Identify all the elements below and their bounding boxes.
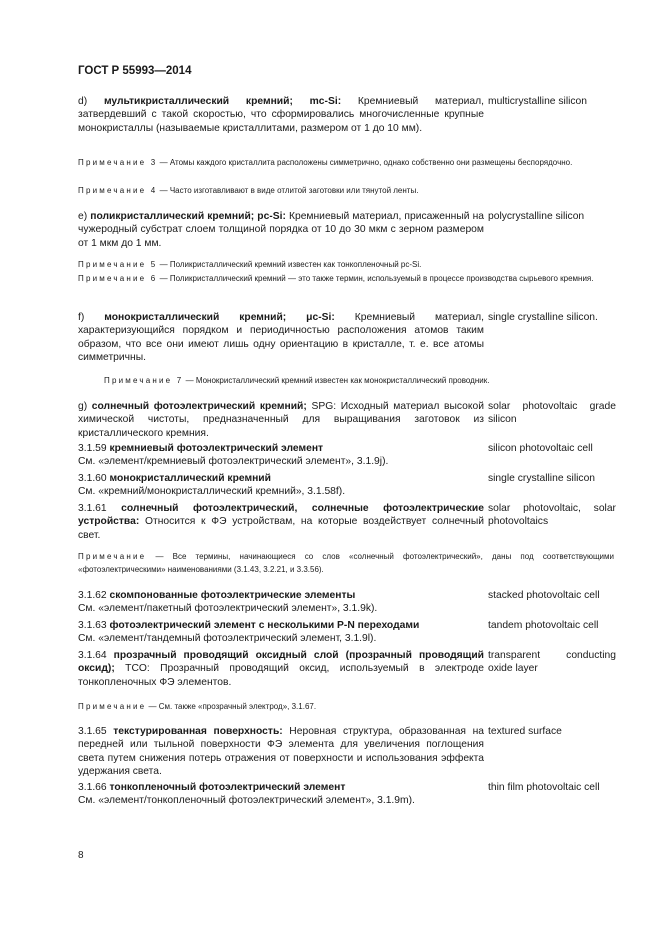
term-name: кремниевый фотоэлектрический элемент (109, 443, 324, 454)
note-label: Примечание 4 (78, 186, 158, 195)
term-definition: TCO: Прозрачный проводящий оксид, используемый в электроде тонкопленочных ФЭ элементов. (78, 663, 484, 688)
note-text: — Поликристаллический кремний известен как тонкопленочный pc-Si. (157, 260, 422, 269)
note-label: Примечание 3 (78, 158, 158, 167)
term-entry (78, 649, 484, 689)
term-definition: Кремниевый материал, присаженный на чужеродный субстрат слоем толщиной порядка от 10 до 30 мкм с зерном размером от 1 мкм до 1 мм. (78, 211, 484, 249)
note-label: Примечание 6 (78, 274, 158, 283)
term-entry (78, 210, 484, 250)
english-equivalent: single crystalline silicon. (488, 312, 598, 323)
note-text: — Часто изготавливают в виде отлитой заготовки или тянутой ленты. (157, 186, 419, 195)
entry-lead: d) (78, 96, 104, 107)
note (78, 272, 614, 285)
english-equivalent: polycrystalline silicon (488, 211, 585, 222)
term-definition: См. «элемент/пакетный фотоэлектрический элемент», 3.1.9k). (78, 603, 378, 615)
term-name: солнечный фотоэлектрический кремний; (91, 401, 307, 412)
english-equivalent: multicrystalline silicon (488, 96, 587, 107)
note (78, 156, 614, 169)
term-definition: Кремниевый материал, характеризующийся порядком и периодичностью расположения атомов таким образом, что все они имеют лишь одну ориентацию в кристалле, т. е. все атомы симметричны. (78, 312, 484, 364)
term-name: солнечный фотоэлектрический, солнечные фотоэлектрические устройства: (78, 503, 484, 528)
entry-lead: e) (78, 211, 91, 222)
term-name: текстурированная поверхность: (113, 726, 283, 737)
entry-lead: 3.1.60 (78, 473, 110, 484)
entry-lead: g) (78, 401, 92, 412)
note-text: — Поликристаллический кремний — это также термин, используемый в процессе производства сырьевого кремния. (157, 274, 594, 283)
term-entry (78, 400, 484, 440)
page-header: ГОСТ Р 55993—2014 (78, 65, 192, 77)
page-number: 8 (78, 850, 84, 861)
note-label: Примечание (78, 552, 147, 561)
note (78, 184, 614, 197)
note (78, 550, 614, 576)
note (78, 258, 614, 271)
term-entry (78, 725, 484, 779)
entry-lead: 3.1.59 (78, 443, 110, 454)
note (104, 374, 614, 387)
term-definition: Относится к ФЭ устройствам, на которые воздействует солнечный свет. (78, 516, 484, 541)
term-definition: Кремниевый материал, затвердевший с такой скоростью, что сформировались многочисленные крупные монокристаллы (называемые кристаллитами, размером от 1 до 10 мм). (78, 96, 484, 134)
note-label: Примечание 7 (104, 376, 184, 385)
note (78, 700, 614, 713)
note-text: — См. также «прозрачный электрод», 3.1.67. (146, 702, 317, 711)
term-entry (78, 472, 484, 499)
note-label: Примечание 5 (78, 260, 158, 269)
term-entry (78, 95, 484, 135)
term-definition: См. «кремний/монокристаллический кремний», 3.1.58f). (78, 486, 346, 498)
term-name: тонкопленочный фотоэлектрический элемент (109, 782, 346, 793)
entry-lead: 3.1.61 (78, 503, 122, 514)
term-name: поликристаллический кремний; pc-Si: (90, 211, 286, 222)
english-equivalent: single crystalline silicon (488, 473, 596, 484)
term-entry (78, 502, 484, 542)
term-definition: См. «элемент/кремниевый фотоэлектрический элемент», 3.1.9j). (78, 456, 389, 468)
entry-lead: 3.1.62 (78, 590, 110, 601)
note-text: — Монокристаллический кремний известен как монокристаллический проводник. (183, 376, 490, 385)
term-name: фотоэлектрический элемент с несколькими P-N переходами (109, 620, 420, 631)
entry-lead: 3.1.65 (78, 726, 114, 737)
term-name: монокристаллический кремний (109, 473, 271, 484)
english-equivalent: transparent conducting oxide layer (488, 650, 616, 675)
english-equivalent: textured surface (488, 726, 562, 737)
english-equivalent: silicon photovoltaic cell (488, 443, 593, 454)
term-name: скомпонованные фотоэлектрические элементы (109, 590, 356, 601)
english-equivalent: solar photovoltaic, solar photovoltaics (488, 503, 616, 528)
entry-lead: 3.1.63 (78, 620, 110, 631)
note-text: — Все термины, начинающиеся со слов «солнечный фотоэлектрический», даны под соответствующими «фотоэлектрическими» наименованиями (3.1.43, 3.2.21, и 3.3.56). (78, 552, 614, 574)
term-entry (78, 589, 484, 616)
term-definition: SPG: Исходный материал высокой химической чистоты, предназначенный для выращивания заготовок из кристаллического кремния. (78, 401, 484, 439)
term-entry (78, 781, 484, 808)
term-entry (78, 311, 484, 365)
term-definition: См. «элемент/тандемный фотоэлектрический элемент, 3.1.9l). (78, 633, 377, 645)
entry-lead: 3.1.66 (78, 782, 110, 793)
entry-lead: 3.1.64 (78, 650, 114, 661)
term-entry (78, 442, 484, 469)
term-definition: Неровная структура, образованная на передней или тыльной поверхности ФЭ элемента для увеличения поглощения света путем снижения потерь отражения от поверхности и использования эффекта удержания света. (78, 726, 484, 778)
term-name: прозрачный проводящий оксидный слой (прозрачный проводящий оксид); (78, 650, 484, 675)
english-equivalent: tandem photovoltaic cell (488, 620, 599, 631)
english-equivalent: stacked photovoltaic cell (488, 590, 600, 601)
entry-lead: f) (78, 312, 105, 323)
term-name: монокристаллический кремний; μc-Si: (104, 312, 335, 323)
term-definition: См. «элемент/тонкопленочный фотоэлектрический элемент», 3.1.9m). (78, 795, 415, 807)
note-label: Примечание (78, 702, 147, 711)
note-text: — Атомы каждого кристаллита расположены симметрично, однако собственно они размещены беспорядочно. (157, 158, 573, 167)
term-name: мультикристаллический кремний; mc-Si: (103, 96, 342, 107)
english-equivalent: thin film photovoltaic cell (488, 782, 600, 793)
english-equivalent: solar photovoltaic grade silicon (488, 401, 616, 426)
term-entry (78, 619, 484, 646)
